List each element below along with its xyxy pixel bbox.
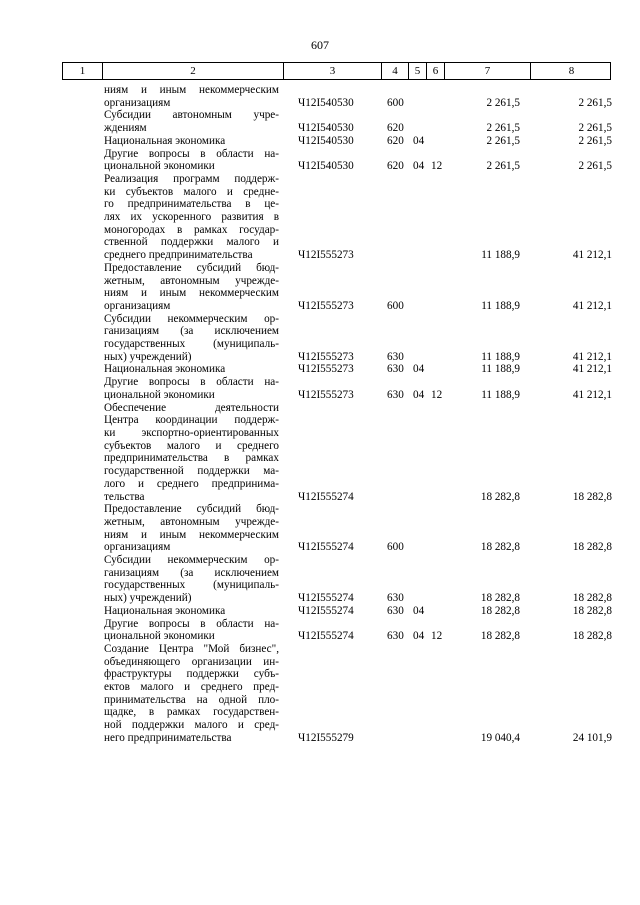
table-row (0, 109, 640, 134)
table-row (0, 618, 640, 643)
header-col-7: 7 (445, 63, 531, 79)
description-line: объединяющего организации ин- (104, 655, 279, 668)
target-article-code: Ч12I555274 (298, 490, 354, 503)
section: 04 (413, 160, 425, 173)
row-description (104, 262, 279, 313)
amount-year-1: 19 040,4 (480, 731, 520, 744)
row-description (104, 173, 279, 262)
expense-type: 630 (387, 592, 404, 605)
description-line: государственных (муниципаль- (104, 579, 279, 592)
amount-year-1: 18 282,8 (480, 541, 520, 554)
target-article-code: Ч12I555274 (298, 630, 354, 643)
description-line: Создание Центра "Мой бизнес", (104, 642, 279, 655)
amount-year-1: 11 188,9 (481, 350, 520, 363)
amount-year-2: 18 282,8 (572, 604, 612, 617)
amount-year-1: 2 261,5 (486, 134, 520, 147)
page-number: 607 (311, 38, 329, 52)
description-line: Обеспечение деятельности (104, 401, 279, 414)
description-line: ганизациям (за исключением (104, 325, 279, 338)
header-col-6: 6 (427, 63, 445, 79)
section: 04 (413, 604, 425, 617)
description-line: Предоставление субсидий бюд- (104, 503, 279, 516)
amount-year-2: 18 282,8 (572, 592, 612, 605)
description-line: него предпринимательства (104, 731, 232, 744)
amount-year-1: 18 282,8 (480, 630, 520, 643)
table-row (0, 262, 640, 313)
target-article-code: Ч12I555279 (298, 731, 354, 744)
description-line: тельства (104, 490, 145, 503)
table-row (0, 173, 640, 262)
row-description (104, 643, 279, 745)
amount-year-2: 2 261,5 (578, 122, 612, 135)
description-line: Национальная экономика (104, 363, 226, 376)
amount-year-1: 18 282,8 (480, 604, 520, 617)
target-article-code: Ч12I555273 (298, 299, 354, 312)
description-line: организациям (104, 299, 171, 312)
amount-year-1: 18 282,8 (480, 592, 520, 605)
target-article-code: Ч12I555274 (298, 592, 354, 605)
section: 04 (413, 630, 425, 643)
amount-year-2: 2 261,5 (578, 96, 612, 109)
expense-type: 630 (387, 604, 404, 617)
section: 04 (413, 134, 425, 147)
description-line: Национальная экономика (104, 604, 226, 617)
amount-year-2: 41 212,1 (572, 350, 612, 363)
amount-year-1: 2 261,5 (486, 122, 520, 135)
expense-type: 600 (387, 299, 404, 312)
description-line: моногородах в рамках государ- (104, 223, 279, 236)
target-article-code: Ч12I540530 (298, 160, 354, 173)
description-line: лях их ускоренного развития в (104, 211, 279, 224)
amount-year-2: 41 212,1 (572, 363, 612, 376)
target-article-code: Ч12I555273 (298, 249, 354, 262)
amount-year-2: 18 282,8 (572, 490, 612, 503)
amount-year-1: 11 188,9 (481, 249, 520, 262)
subsection: 12 (431, 388, 443, 401)
amount-year-2: 18 282,8 (572, 630, 612, 643)
table-row (0, 148, 640, 173)
expense-type: 620 (387, 122, 404, 135)
target-article-code: Ч12I540530 (298, 122, 354, 135)
header-col-5: 5 (409, 63, 427, 79)
description-line: Другие вопросы в области на- (104, 147, 279, 160)
header-col-2: 2 (103, 63, 284, 79)
table-row (0, 376, 640, 401)
header-col-8: 8 (568, 65, 575, 77)
description-line: Центра координации поддерж- (104, 414, 279, 427)
row-description (104, 554, 279, 605)
description-line: лого и среднего предпринима- (104, 477, 279, 490)
description-line: жетным, автономным учрежде- (104, 274, 279, 287)
description-line: субъектов малого и среднего (104, 439, 279, 452)
row-description (104, 148, 279, 173)
table-row (0, 363, 640, 376)
description-line: принимательства на одной пло- (104, 693, 279, 706)
target-article-code: Ч12I555273 (298, 388, 354, 401)
description-line: Предоставление субсидий бюд- (104, 261, 279, 274)
table-row (0, 643, 640, 745)
expense-type: 630 (387, 350, 404, 363)
expense-type: 630 (387, 630, 404, 643)
row-description (104, 605, 279, 618)
description-line: Субсидии некоммерческим ор- (104, 554, 279, 567)
target-article-code: Ч12I555273 (298, 350, 354, 363)
row-description (104, 618, 279, 643)
table-row (0, 135, 640, 148)
description-line: щадке, в рамках государствен- (104, 706, 279, 719)
amount-year-1: 2 261,5 (486, 96, 520, 109)
section: 04 (413, 363, 425, 376)
description-line: предпринимательства в рамках (104, 452, 279, 465)
target-article-code: Ч12I540530 (298, 96, 354, 109)
row-description (104, 313, 279, 364)
expense-type: 630 (387, 388, 404, 401)
description-line: ектов малого и среднего пред- (104, 681, 279, 694)
table-row (0, 503, 640, 554)
description-line: циональной экономики (104, 630, 215, 643)
amount-year-2: 41 212,1 (572, 299, 612, 312)
row-description (104, 376, 279, 401)
target-article-code: Ч12I555273 (298, 363, 354, 376)
amount-year-2: 41 212,1 (572, 388, 612, 401)
description-line: ждениям (104, 122, 147, 135)
description-line: ниям и иным некоммерческим (104, 287, 279, 300)
description-line: ной поддержки малого и сред- (104, 719, 279, 732)
amount-year-1: 18 282,8 (480, 490, 520, 503)
row-description (104, 503, 279, 554)
description-line: ганизациям (за исключением (104, 566, 279, 579)
description-line: ственной поддержки малого и (104, 236, 279, 249)
table-header (62, 62, 611, 80)
header-col-3: 3 (284, 63, 382, 79)
description-line: Другие вопросы в области на- (104, 617, 279, 630)
description-line: ных) учреждений) (104, 350, 192, 363)
table-row (0, 605, 640, 618)
description-line: организациям (104, 541, 171, 554)
description-line: ки субъектов малого и средне- (104, 185, 279, 198)
amount-year-1: 11 188,9 (481, 299, 520, 312)
description-line: ки экспортно-ориентированных (104, 426, 279, 439)
description-line: ниям и иным некоммерческим (104, 84, 279, 96)
header-col-1: 1 (63, 63, 103, 79)
description-line: Другие вопросы в области на- (104, 376, 279, 389)
row-description (104, 84, 279, 109)
amount-year-1: 2 261,5 (486, 160, 520, 173)
row-description (104, 363, 279, 376)
description-line: Субсидии некоммерческим ор- (104, 312, 279, 325)
expense-type: 620 (387, 160, 404, 173)
row-description (104, 109, 279, 134)
table-body (0, 84, 640, 745)
row-description (104, 135, 279, 148)
amount-year-1: 11 188,9 (481, 363, 520, 376)
amount-year-2: 2 261,5 (578, 134, 612, 147)
table-row (0, 84, 640, 109)
target-article-code: Ч12I555274 (298, 541, 354, 554)
table-row (0, 313, 640, 364)
expense-type: 620 (387, 134, 404, 147)
description-line: ниям и иным некоммерческим (104, 528, 279, 541)
expense-type: 600 (387, 541, 404, 554)
description-line: организациям (104, 96, 171, 109)
subsection: 12 (431, 630, 443, 643)
description-line: жетным, автономным учрежде- (104, 515, 279, 528)
amount-year-1: 11 188,9 (481, 388, 520, 401)
amount-year-2: 24 101,9 (572, 731, 612, 744)
description-line: Субсидии автономным учре- (104, 109, 279, 122)
description-line: ных) учреждений) (104, 592, 192, 605)
expense-type: 630 (387, 363, 404, 376)
description-line: фраструктуры поддержки субъ- (104, 668, 279, 681)
description-line: го предпринимательства в це- (104, 198, 279, 211)
table-row (0, 554, 640, 605)
description-line: циональной экономики (104, 160, 215, 173)
amount-year-2: 18 282,8 (572, 541, 612, 554)
section: 04 (413, 388, 425, 401)
table-row (0, 402, 640, 504)
subsection: 12 (431, 160, 443, 173)
description-line: среднего предпринимательства (104, 249, 253, 262)
expense-type: 600 (387, 96, 404, 109)
target-article-code: Ч12I540530 (298, 134, 354, 147)
target-article-code: Ч12I555274 (298, 604, 354, 617)
description-line: Реализация программ поддерж- (104, 172, 279, 185)
description-line: циональной экономики (104, 388, 215, 401)
description-line: Национальная экономика (104, 134, 226, 147)
row-description (104, 402, 279, 504)
description-line: государственных (муниципаль- (104, 338, 279, 351)
amount-year-2: 2 261,5 (578, 160, 612, 173)
description-line: государственной поддержки ма- (104, 465, 279, 478)
amount-year-2: 41 212,1 (572, 249, 612, 262)
header-col-4: 4 (382, 63, 409, 79)
